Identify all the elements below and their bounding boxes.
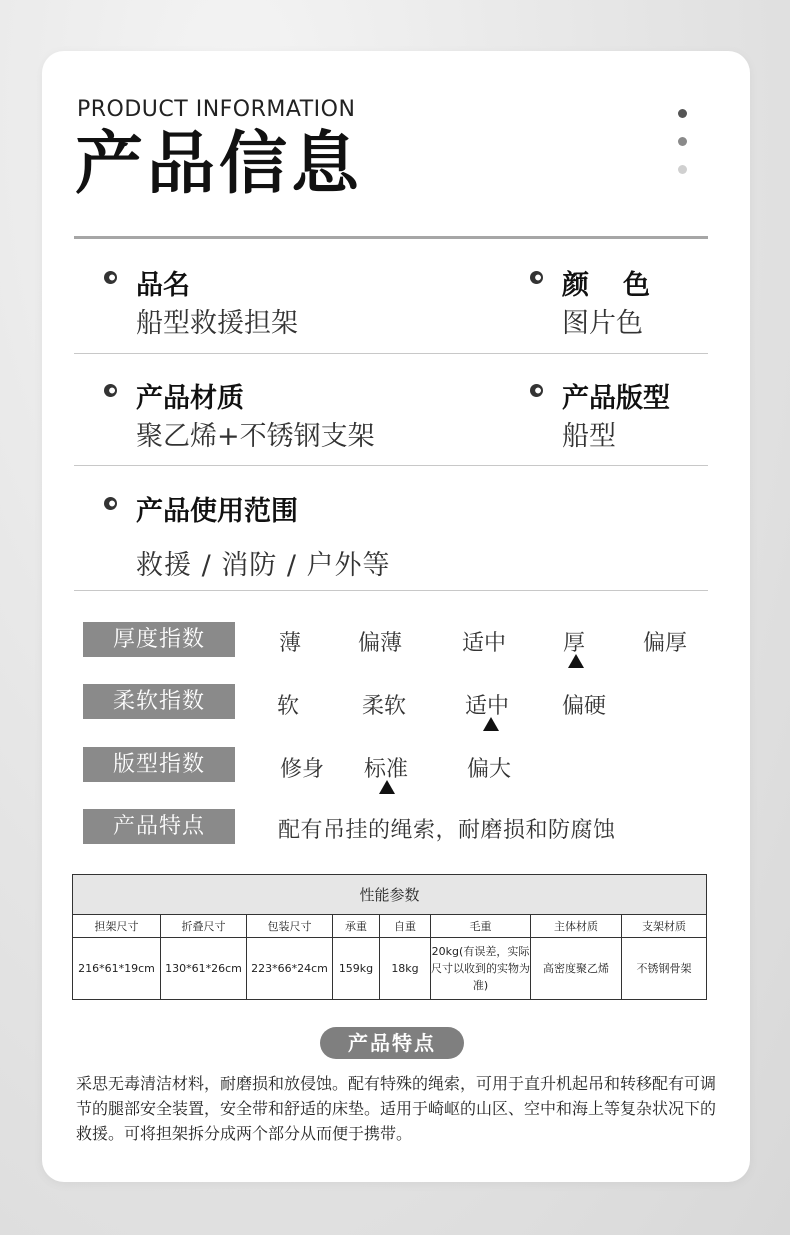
fit-index-label: 版型指数 [83,747,235,782]
divider [74,590,708,591]
bullet-icon [530,271,543,284]
thickness-option: 偏薄 [357,631,403,656]
fit-option: 标准 [363,757,409,782]
table-cell: 223*66*24cm [247,938,333,1000]
spec-table-caption: 性能参数 [73,875,707,915]
table-cell: 20kg(有误差，实际尺寸以收到的实物为准) [431,938,531,1000]
info-label: 产品版型 [562,383,670,414]
page-title: 产品信息 [75,125,364,204]
decorative-dots [678,109,687,193]
info-value: 图片色 [562,308,643,339]
table-header-cell: 折叠尺寸 [161,915,247,938]
info-label: 颜色 [562,270,684,301]
softness-option: 偏硬 [561,694,607,719]
table-cell: 18kg [380,938,431,1000]
bullet-icon [530,384,543,397]
softness-option: 柔软 [361,694,407,719]
divider [74,465,708,466]
softness-option: 适中 [464,694,510,719]
divider [74,236,708,239]
features-text: 配有吊挂的绳索，耐磨损和防腐蚀 [278,818,616,843]
softness-index-label: 柔软指数 [83,684,235,719]
fit-option: 修身 [279,757,325,782]
thickness-option: 薄 [278,631,302,656]
table-header-cell: 包装尺寸 [247,915,333,938]
softness-option: 软 [276,694,300,719]
dot-icon [678,137,687,146]
features-label: 产品特点 [83,809,235,844]
info-value: 救援 / 消防 / 户外等 [136,550,391,581]
bullet-icon [104,497,117,510]
feature-description: 采思无毒清洁材料，耐磨损和放侵蚀。配有特殊的绳索，可用于直升机起吊和转移配有可调节的腿部安全装置，安全带和舒适的床垫。适用于崎岖的山区、空中和海上等复杂状况下的救援。可将担架拆分成两个部分从而便于携带。 [76,1074,717,1143]
product-info-card [42,51,750,1182]
table-header-cell: 毛重 [431,915,531,938]
thickness-option: 适中 [461,631,507,656]
spec-table [72,874,707,1000]
table-header-cell: 担架尺寸 [73,915,161,938]
selection-marker-icon [379,780,395,794]
table-cell: 不锈钢骨架 [622,938,707,1000]
table-cell: 130*61*26cm [161,938,247,1000]
thickness-option: 偏厚 [642,631,688,656]
feature-section-title: 产品特点 [320,1027,464,1059]
info-value: 船型 [562,421,616,452]
fit-option: 偏大 [466,757,512,782]
thickness-option: 厚 [562,631,586,656]
table-cell: 216*61*19cm [73,938,161,1000]
info-value: 船型救援担架 [136,308,298,339]
divider [74,353,708,354]
selection-marker-icon [483,717,499,731]
dot-icon [678,109,687,118]
table-cell: 159kg [333,938,380,1000]
table-header-cell: 承重 [333,915,380,938]
dot-icon [678,165,687,174]
info-label: 品名 [136,270,190,301]
table-cell: 高密度聚乙烯 [531,938,622,1000]
table-header-cell: 支架材质 [622,915,707,938]
bullet-icon [104,271,117,284]
info-value: 聚乙烯+不锈钢支架 [136,421,375,452]
table-header-cell: 主体材质 [531,915,622,938]
info-label: 产品使用范围 [136,496,298,527]
thickness-index-label: 厚度指数 [83,622,235,657]
table-header-cell: 自重 [380,915,431,938]
info-label: 产品材质 [136,383,244,414]
english-title: PRODUCT INFORMATION [77,97,356,122]
bullet-icon [104,384,117,397]
selection-marker-icon [568,654,584,668]
